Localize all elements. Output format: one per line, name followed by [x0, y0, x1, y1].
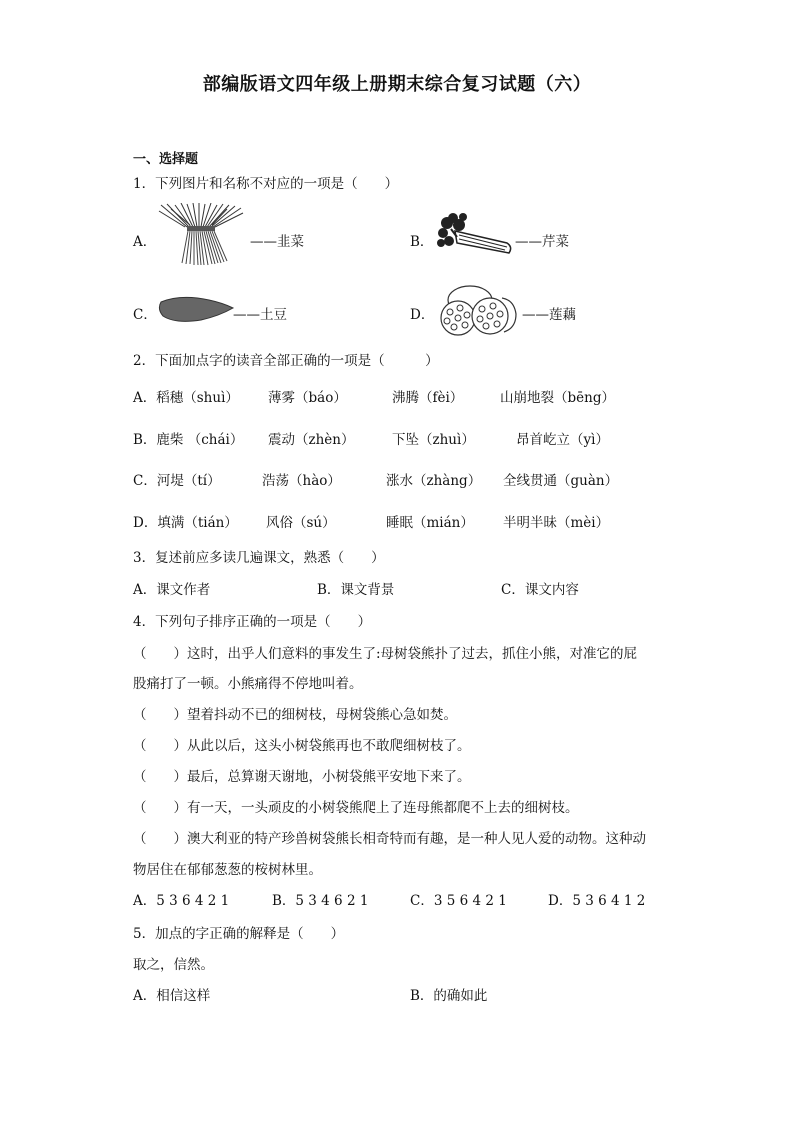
q2-row-d-item-4: 半明半昧（mèi）: [503, 515, 610, 531]
section-heading: 一、选择题: [133, 152, 199, 167]
q2-row-a-item-3: 沸腾（fèi）: [392, 390, 464, 406]
q2-row-d-item-2: 风俗（sú）: [266, 515, 336, 531]
q2-row-b-item-3: 下坠（zhuì）: [392, 432, 475, 448]
q3-option-c: C．课文内容: [501, 582, 579, 598]
q2-row-b-item-2: 震动（zhèn）: [268, 432, 355, 448]
q4-option-b: B．5 3 4 6 2 1: [272, 893, 369, 909]
q4-sentence: （ ）从此以后，这头小树袋熊再也不敢爬细树枝了。: [133, 738, 471, 754]
q4-option-d: D．5 3 6 4 1 2: [548, 893, 646, 909]
q1-option-a-label: A．: [133, 234, 157, 250]
q4-option-a: A．5 3 6 4 2 1: [133, 893, 230, 909]
question-5-stem: 5．加点的字正确的解释是（ ）: [133, 926, 345, 942]
question-1-stem: 1．下列图片和名称不对应的一项是（ ）: [133, 176, 399, 192]
q1-option-c-name: ——土豆: [233, 307, 287, 323]
q4-sentence: （ ）澳大利亚的特产珍兽树袋熊长相奇特而有趣，是一种人见人爱的动物。这种动: [133, 831, 646, 847]
sweet-potato-icon: [157, 294, 235, 324]
q4-sentence: （ ）望着抖动不已的细树枝，母树袋熊心急如焚。: [133, 707, 457, 723]
question-4-stem: 4．下列句子排序正确的一项是（ ）: [133, 614, 372, 630]
q2-row-c-item-3: 涨水（zhàng）: [386, 473, 482, 489]
q4-sentence: 物居住在郁郁葱葱的桉树林里。: [133, 862, 322, 878]
q4-sentence: （ ）最后，总算谢天谢地，小树袋熊平安地下来了。: [133, 769, 471, 785]
q1-option-d-name: ——莲藕: [522, 307, 576, 323]
q4-sentence: （ ）有一天，一头顽皮的小树袋熊爬上了连母熊都爬不上去的细树枝。: [133, 800, 579, 816]
q2-row-c-item-4: 全线贯通（guàn）: [503, 473, 619, 489]
q4-sentence: （ ）这时，出乎人们意料的事发生了:母树袋熊扑了过去，抓住小熊，对准它的屁: [133, 646, 638, 662]
q2-row-b-item-4: 昂首屹立（yì）: [516, 432, 609, 448]
q1-option-d-label: D．: [410, 307, 435, 323]
question-3-stem: 3．复述前应多读几遍课文，熟悉（ ）: [133, 550, 385, 566]
q3-option-b: B．课文背景: [317, 582, 395, 598]
question-2-stem: 2．下面加点字的读音全部正确的一项是（ ）: [133, 353, 439, 369]
q2-row-a-item-2: 薄雾（báo）: [268, 390, 347, 406]
q2-row-d-item-1: D．填满（tián）: [133, 515, 238, 531]
q1-option-c-label: C．: [133, 307, 157, 323]
q5-option-b: B．的确如此: [410, 988, 488, 1004]
q1-option-b-label: B．: [410, 234, 434, 250]
q3-option-a: A．课文作者: [133, 582, 211, 598]
page-title: 部编版语文四年级上册期末综合复习试题（六）: [202, 74, 592, 95]
q4-sentence: 股痛打了一顿。小熊痛得不停地叫着。: [133, 676, 363, 692]
q1-option-b-name: ——芹菜: [515, 234, 569, 250]
celery-icon: [437, 213, 515, 257]
lotus-root-icon: [432, 282, 518, 336]
q2-row-c-item-1: C．河堤（tí）: [133, 473, 221, 489]
q2-row-d-item-3: 睡眠（mián）: [386, 515, 474, 531]
q5-quote: 取之，信然。: [133, 957, 214, 973]
q5-option-a: A．相信这样: [133, 988, 211, 1004]
q2-row-c-item-2: 浩荡（hào）: [262, 473, 341, 489]
q2-row-a-item-4: 山崩地裂（bēng）: [500, 390, 615, 406]
q2-row-b-item-1: B．鹿柴 （chái）: [133, 432, 244, 448]
q1-option-a-name: ——韭菜: [250, 234, 304, 250]
q2-row-a-item-1: A．稻穗（shuì）: [133, 390, 239, 406]
chives-bundle-icon: [157, 203, 245, 267]
q4-option-c: C．3 5 6 4 2 1: [410, 893, 507, 909]
